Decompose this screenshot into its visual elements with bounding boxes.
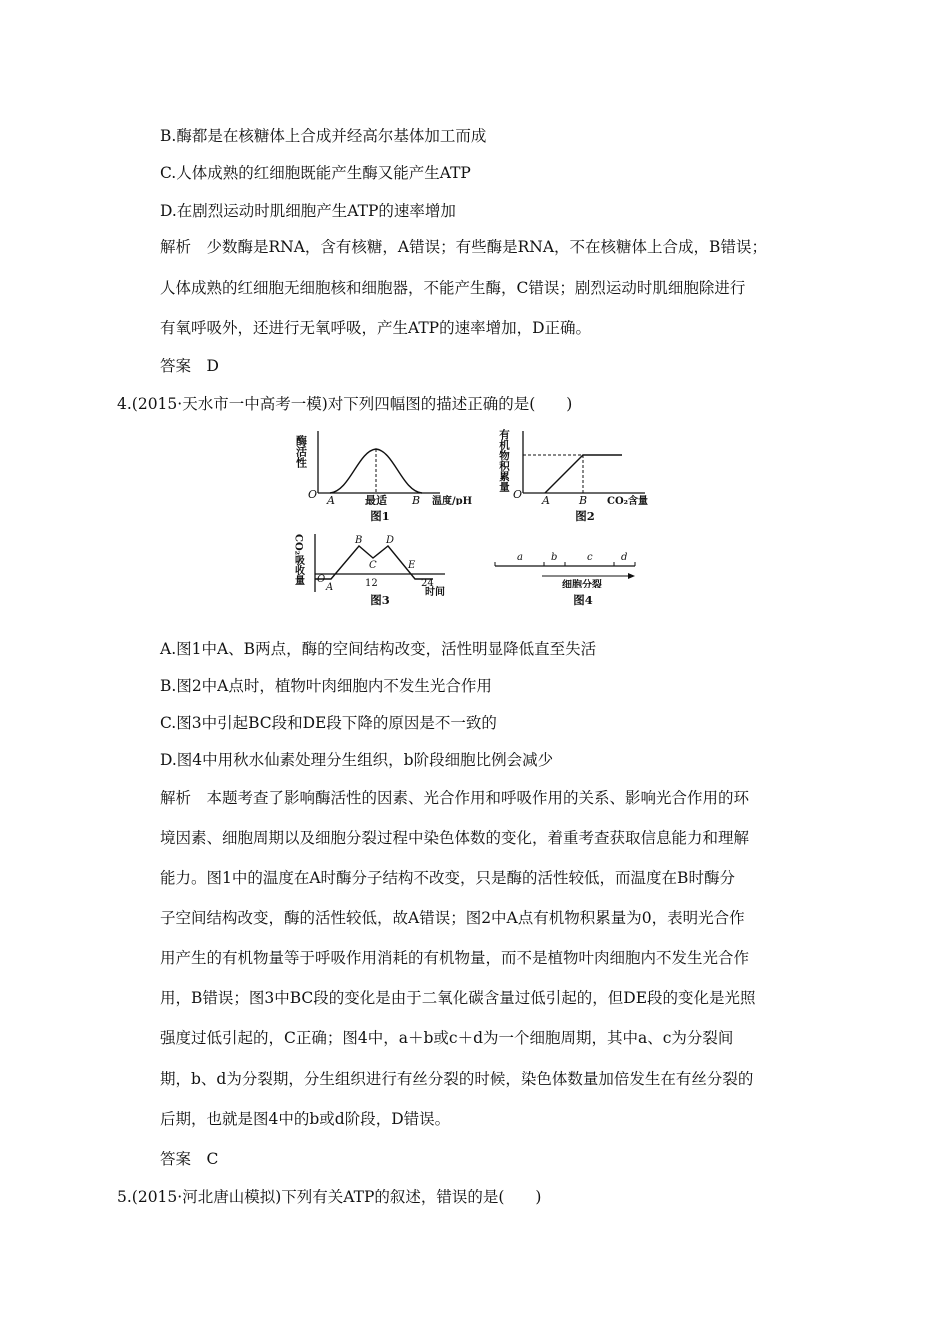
q3-answer: 答案 D <box>160 357 219 375</box>
q3-analysis-line-2: 人体成熟的红细胞无细胞核和细胞器，不能产生酶，C错误；剧烈运动时肌细胞除进行 <box>160 279 746 297</box>
fig2-point-a: A <box>542 494 550 505</box>
q4-analysis-line-6: 用，B错误；图3中BC段的变化是由于二氧化碳含量过低引起的，但DE段的变化是光照 <box>160 989 756 1007</box>
fig4-seg-a: a <box>517 552 523 563</box>
q3-analysis-line-3: 有氧呼吸外，还进行无氧呼吸，产生ATP的速率增加，D正确。 <box>160 319 592 337</box>
fig1-optimum: 最适 <box>365 494 387 505</box>
q4-analysis-line-2: 境因素、细胞周期以及细胞分裂过程中染色体数的变化，着重考查获取信息能力和理解 <box>160 829 750 847</box>
fig1-caption: 图1 <box>370 509 390 523</box>
q4-analysis-line-1: 解析 本题考查了影响酶活性的因素、光合作用和呼吸作用的关系、影响光合作用的环 <box>160 789 750 807</box>
fig4-caption: 图4 <box>573 593 593 607</box>
fig2-xlabel: CO₂含量 <box>607 496 649 505</box>
fig1-point-a: A <box>327 494 335 505</box>
fig3-point-d: D <box>386 535 395 546</box>
fig2-ylabel: 有机物积累量 <box>498 429 510 492</box>
q3-option-c: C.人体成熟的红细胞既能产生酶又能产生ATP <box>160 164 471 182</box>
fig4-seg-d: d <box>621 552 628 563</box>
figure-1 <box>290 425 480 505</box>
fig4-label: 细胞分裂 <box>562 580 602 588</box>
q4-analysis-line-8: 期，b、d为分裂期，分生组织进行有丝分裂的时候，染色体数量加倍发生在有丝分裂的 <box>160 1070 754 1088</box>
fig3-point-b: B <box>355 535 363 546</box>
q4-analysis-line-5: 用产生的有机物量等于呼吸作用消耗的有机物量，而不是植物叶肉细胞内不发生光合作 <box>160 949 750 967</box>
fig3-origin: O <box>317 574 326 585</box>
fig2-point-b: B <box>579 494 588 505</box>
fig1-xlabel: 温度/pH <box>432 496 473 505</box>
q4-analysis-line-7: 强度过低引起的，C正确；图4中，a＋b或c＋d为一个细胞周期，其中a、c为分裂间 <box>160 1029 734 1047</box>
fig3-tick-24: 24 <box>421 578 434 589</box>
fig1-point-b: B <box>412 494 421 505</box>
fig3-ylabel: CO₂吸收量 <box>293 534 304 586</box>
q4-answer: 答案 C <box>160 1150 219 1168</box>
q4-stem: 4.(2015·天水市一中高考一模)对下列四幅图的描述正确的是( ) <box>117 395 573 413</box>
figure-3 <box>293 530 463 600</box>
fig1-ylabel: 酶活性 <box>294 435 308 468</box>
fig3-caption: 图3 <box>370 593 390 607</box>
fig4-seg-b: b <box>551 552 558 563</box>
fig1-origin: O <box>308 488 318 501</box>
q3-option-d: D.在剧烈运动时肌细胞产生ATP的速率增加 <box>160 202 456 220</box>
fig2-origin: O <box>513 488 523 501</box>
fig4-seg-c: c <box>587 552 593 563</box>
q4-analysis-line-4: 子空间结构改变，酶的活性较低，故A错误；图2中A点有机物积累量为0，表明光合作 <box>160 909 745 927</box>
q4-analysis-line-9: 后期，也就是图4中的b或d阶段，D错误。 <box>160 1110 451 1128</box>
q4-option-d: D.图4中用秋水仙素处理分生组织，b阶段细胞比例会减少 <box>160 751 554 769</box>
q4-option-b: B.图2中A点时，植物叶肉细胞内不发生光合作用 <box>160 677 492 695</box>
fig3-point-a: A <box>326 582 334 593</box>
q3-analysis-line-1: 解析 少数酶是RNA，含有核糖，A错误；有些酶是RNA，不在核糖体上合成，B错误； <box>160 238 767 256</box>
q3-option-b: B.酶都是在核糖体上合成并经高尔基体加工而成 <box>160 127 487 145</box>
q4-analysis-line-3: 能力。图1中的温度在A时酶分子结构不改变，只是酶的活性较低，而温度在B时酶分 <box>160 869 735 887</box>
figure-2 <box>495 425 665 505</box>
q4-option-a: A.图1中A、B两点，酶的空间结构改变，活性明显降低直至失活 <box>160 640 597 658</box>
q4-option-c: C.图3中引起BC段和DE段下降的原因是不一致的 <box>160 714 497 732</box>
fig3-point-c: C <box>369 560 377 571</box>
fig3-xlabel: 时间 <box>425 587 445 598</box>
figure-4 <box>490 548 640 588</box>
fig3-point-e: E <box>408 560 416 571</box>
fig3-tick-12: 12 <box>365 578 378 589</box>
fig2-caption: 图2 <box>575 509 595 523</box>
q5-stem: 5.(2015·河北唐山模拟)下列有关ATP的叙述，错误的是( ) <box>117 1188 542 1206</box>
